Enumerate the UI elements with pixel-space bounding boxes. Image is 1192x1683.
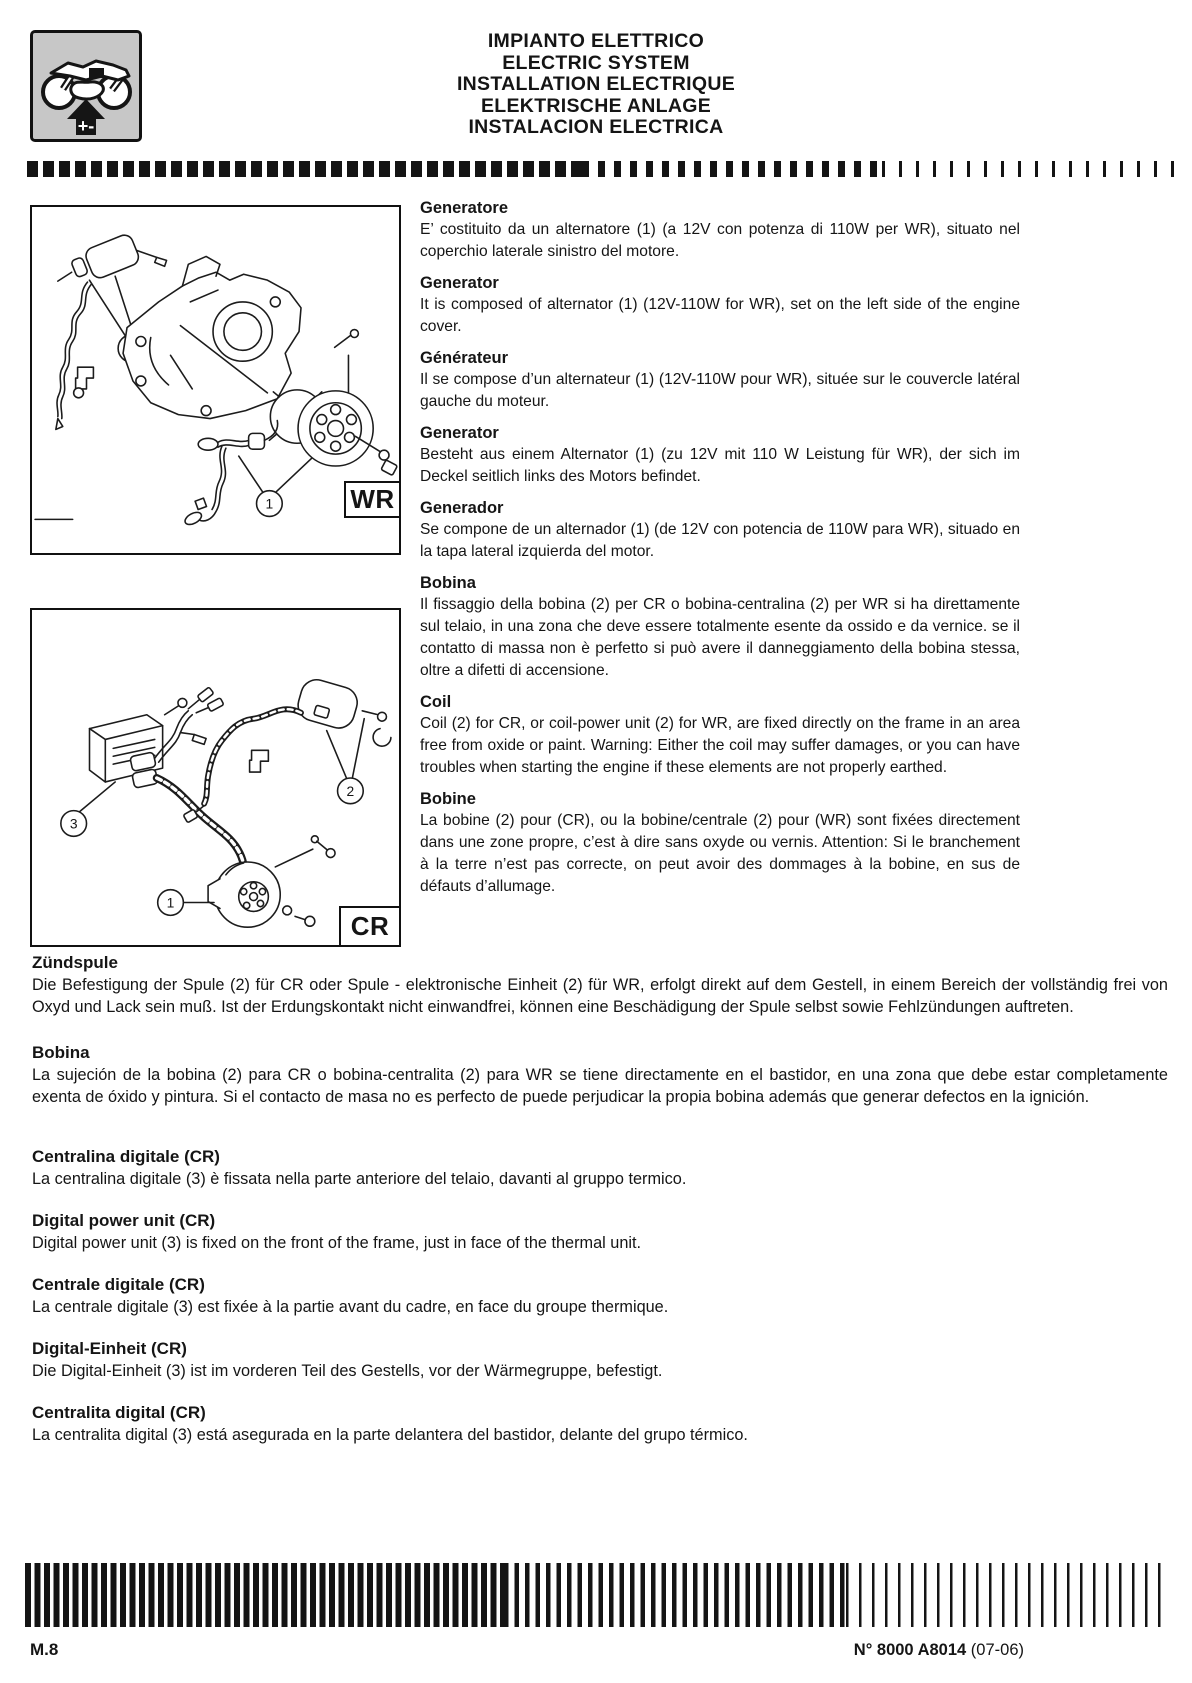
section-body: La centralina digitale (3) è fissata nella parte anteriore del telaio, davanti al gruppo termico. bbox=[32, 1170, 687, 1188]
barcode-segment bbox=[25, 1563, 504, 1627]
section-digital-power-unit-en bbox=[32, 1210, 1168, 1254]
separator-segment bbox=[882, 161, 1183, 177]
title-german: ELEKTRISCHE ANLAGE bbox=[480, 94, 712, 117]
footer-document-reference bbox=[854, 1641, 1024, 1660]
section-heading: Bobina bbox=[32, 1043, 90, 1062]
cr-model-label: CR bbox=[339, 906, 401, 947]
section-centralina-it bbox=[32, 1146, 1168, 1190]
section-body: Se compone de un alternador (1) (de 12V con potencia de 110W para WR), situado en la tapa lateral izquierda del motor. bbox=[420, 521, 1020, 560]
barcode-segment bbox=[504, 1563, 846, 1627]
separator-segment bbox=[582, 161, 883, 177]
section-body: La bobine (2) pour (CR), ou la bobine/centrale (2) pour (WR) sont fixées directement dans une zone propre, c’est à dire sans oxyde ou vernis. Attention: Si le branchement à la terre n’est pas correcte, on peut avoir des dommages à la bobine, en sus de défauts d’allumage. bbox=[420, 812, 1020, 895]
section-heading: Generator bbox=[420, 424, 499, 442]
section-heading: Digital-Einheit (CR) bbox=[32, 1339, 187, 1358]
title-spanish: INSTALACION ELECTRICA bbox=[468, 116, 724, 138]
callout-3-badge: 3 bbox=[69, 815, 78, 832]
section-generateur-fr bbox=[420, 347, 1020, 413]
title-english: ELECTRIC SYSTEM bbox=[502, 51, 690, 74]
wr-generator-figure bbox=[30, 205, 401, 555]
section-bobina-es bbox=[32, 1042, 1168, 1108]
section-body: La centralita digital (3) está asegurada en la parte delantera del bastidor, delante del grupo térmico. bbox=[32, 1426, 748, 1444]
section-heading: Bobina bbox=[420, 574, 476, 592]
section-body: La sujeción de la bobina (2) para CR o bobina-centralita (2) para WR se tiene directamente en el bastidor, en una zona que debe estar completamente exenta de óxido y pintura. Si el contacto de masa no es perfecto de puede perjudicar la propia bobina además que generar defectos en la ignición. bbox=[32, 1066, 1168, 1106]
footer-doc-edition: (07-06) bbox=[970, 1641, 1024, 1659]
section-bobina-it bbox=[420, 572, 1020, 682]
section-generator-de bbox=[420, 422, 1020, 488]
section-body: It is composed of alternator (1) (12V-110W for WR), set on the left side of the engine cover. bbox=[420, 296, 1020, 335]
section-body: Il fissaggio della bobina (2) per CR o bobina-centralina (2) per WR si ha direttamente sul telaio, in una zona che deve essere totalmente esente da ossido e da vernice. se il contatto di massa non è perfetto si può avere il danneggiamento della bobina stessa, oltre a difetti di accensione. bbox=[420, 596, 1020, 679]
section-body: Die Befestigung der Spule (2) für CR oder Spule - elektronische Einheit (2) für WR, erfolgt direkt auf dem Gestell, in einem Bereich der vollständig frei von Oxyd und Lack sein muß. Ist der Erdungskontakt nicht einwandfrei, können eine Beschädigung der Spule selbst sowie Fehlzündungen auftreten. bbox=[32, 976, 1168, 1016]
section-heading: Generator bbox=[420, 274, 499, 292]
cr-harness-figure bbox=[30, 608, 401, 947]
section-heading: Generatore bbox=[420, 199, 509, 217]
section-heading: Centralita digital (CR) bbox=[32, 1403, 206, 1422]
section-heading: Digital power unit (CR) bbox=[32, 1211, 216, 1230]
section-generator-en bbox=[420, 272, 1020, 338]
section-centrale-fr bbox=[32, 1274, 1168, 1318]
section-digital-einheit-de bbox=[32, 1338, 1168, 1382]
header-separator bbox=[27, 161, 1183, 177]
cr-wiring-diagram bbox=[32, 610, 399, 945]
section-heading: Centralina digitale (CR) bbox=[32, 1147, 220, 1166]
callout-1-badge: 1 bbox=[265, 495, 274, 512]
barcode-segment bbox=[846, 1563, 1165, 1627]
section-body: Besteht aus einem Alternator (1) (zu 12V mit 110 W Leistung für WR), der sich im Deckel seitlich links des Motors befindet. bbox=[420, 446, 1020, 485]
right-text-column bbox=[420, 197, 1020, 907]
section-heading: Coil bbox=[420, 693, 452, 711]
wr-model-label: WR bbox=[344, 481, 401, 518]
callout-2-badge: 2 bbox=[346, 782, 355, 799]
section-body: Coil (2) for CR, or coil-power unit (2) for WR, are fixed directly on the frame in an area free from oxide or paint. Warning: Either the coil may suffer damages, or you can have troubles when starting the engine if these elements are not properly earthed. bbox=[420, 715, 1020, 776]
section-generatore-it bbox=[420, 197, 1020, 263]
section-bobine-fr bbox=[420, 788, 1020, 898]
full-width-text-block bbox=[32, 952, 1168, 1466]
footer-page-number: M.8 bbox=[30, 1640, 59, 1659]
footer-doc-code: N° 8000 A8014 bbox=[853, 1641, 967, 1659]
title-french: INSTALLATION ELECTRIQUE bbox=[456, 73, 736, 95]
section-body: La centrale digitale (3) est fixée à la partie avant du cadre, en face du groupe thermique. bbox=[32, 1298, 669, 1316]
battery-plus-minus-label: +- bbox=[77, 116, 95, 136]
section-coil-en bbox=[420, 691, 1020, 779]
section-zuendspule-de bbox=[32, 952, 1168, 1018]
section-centralita-es bbox=[32, 1402, 1168, 1446]
section-heading: Generador bbox=[420, 499, 504, 517]
section-heading: Centrale digitale (CR) bbox=[32, 1275, 205, 1294]
title-italian: IMPIANTO ELETTRICO bbox=[487, 30, 705, 52]
section-body: E’ costituito da un alternatore (1) (a 12V con potenza di 110W per WR), situato nel coperchio laterale sinistro del motore. bbox=[420, 221, 1020, 260]
separator-segment bbox=[27, 161, 582, 177]
footer-barcode bbox=[25, 1563, 1165, 1627]
section-body: Il se compose d’un alternateur (1) (12V-110W pour WR), située sur le couvercle latéral gauche du moteur. bbox=[420, 371, 1020, 410]
page-title-block bbox=[0, 31, 1192, 139]
section-generador-es bbox=[420, 497, 1020, 563]
section-heading: Générateur bbox=[420, 349, 509, 367]
section-body: Digital power unit (3) is fixed on the front of the frame, just in face of the thermal unit. bbox=[32, 1234, 642, 1252]
section-body: Die Digital-Einheit (3) ist im vorderen Teil des Gestells, vor der Wärmegruppe, befestigt. bbox=[32, 1362, 663, 1380]
section-heading: Bobine bbox=[420, 790, 476, 808]
section-heading: Zündspule bbox=[32, 953, 118, 972]
callout-1-badge: 1 bbox=[166, 894, 175, 911]
